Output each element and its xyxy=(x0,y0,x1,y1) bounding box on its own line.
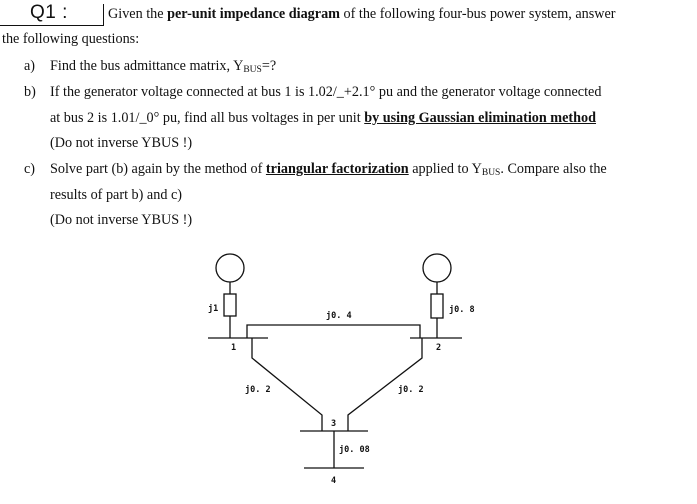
part-b-line-2-a: at bus 2 is 1.01/_0° pu, find all bus voltages in per unit xyxy=(50,110,365,126)
part-c-line-2: results of part b) and c) xyxy=(50,187,182,203)
part-b-marker: b) xyxy=(24,84,36,100)
question-number: Q1 : xyxy=(30,2,68,23)
line-3-4-label: j0. 08 xyxy=(339,445,370,455)
part-b-line-1: If the generator voltage connected at bus 1 is 1.02/_+2.1° pu and the generator voltage connected xyxy=(50,84,602,100)
bus-1-label: 1 xyxy=(231,343,237,353)
intro-text-b: of the following four-bus power system, answer xyxy=(339,6,616,22)
gen1-reactance-label: j1 xyxy=(208,304,219,314)
generator-1-icon xyxy=(216,254,244,282)
bus-2-label: 2 xyxy=(436,343,442,353)
intro-bold-text: per-unit impedance diagram xyxy=(167,6,340,22)
line-2-3-label: j0. 2 xyxy=(398,385,424,395)
part-c-method: triangular factorization xyxy=(265,161,409,177)
line-1-3-label: j0. 2 xyxy=(245,385,271,395)
gen1-reactance-box xyxy=(224,294,236,316)
part-c-subscript: BUS xyxy=(481,168,501,178)
part-c-line-1-a: Solve part (b) again by the method of xyxy=(50,161,266,177)
gen2-reactance-label: j0. 8 xyxy=(449,305,475,315)
part-a-subscript: BUS xyxy=(243,65,262,75)
part-b-method: by using Gaussian elimination method xyxy=(364,110,597,126)
line-1-2-label: j0. 4 xyxy=(326,311,352,321)
part-a-text-b: =? xyxy=(261,58,277,74)
bus-4-label: 4 xyxy=(331,476,337,486)
generator-2-icon xyxy=(423,254,451,282)
bus-3-label: 3 xyxy=(331,419,337,429)
line-1-2 xyxy=(247,325,420,338)
intro-text-a: Given the xyxy=(108,6,168,22)
part-b-line-3: (Do not inverse YBUS !) xyxy=(50,135,193,151)
part-a-text-a: Find the bus admittance matrix, Y xyxy=(50,58,244,74)
part-c-line-1-b: applied to Y xyxy=(408,161,482,177)
question-intro-line-2: the following questions: xyxy=(2,31,140,47)
part-a-marker: a) xyxy=(24,58,36,74)
part-c-marker: c) xyxy=(24,161,36,177)
part-c-line-1-c: . Compare also the xyxy=(500,161,607,177)
gen2-reactance-box xyxy=(431,294,443,318)
part-c-line-3: (Do not inverse YBUS !) xyxy=(50,212,193,228)
